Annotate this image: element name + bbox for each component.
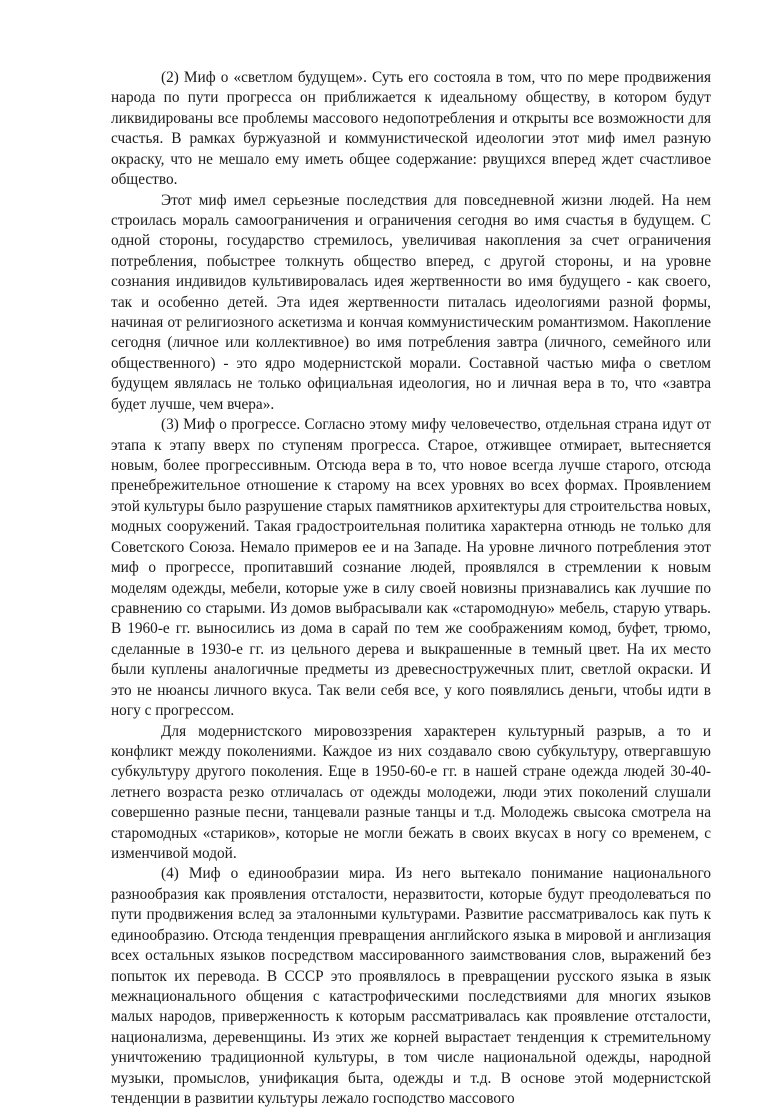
document-page <box>111 68 711 1110</box>
paragraph-consequences: Этот миф имел серьезные последствия для повседневной жизни людей. На нем строилась мораль самоограничения и ограничения сегодня во имя счастья в будущем. С одной стороны, государство стремилось, увеличивая накопления за счет ограничения потребления, побыстрее толкнуть общество вперед, с другой стороны, и на уровне сознания индивидов культивировалась идея жертвенности во имя будущего - как своего, так и особенно детей. Эта идея жертвенности питалась идеологиями разной формы, начиная от религиозного аскетизма и кончая коммунистическим романтизмом. Накопление сегодня (личное или коллективное) во имя потребления завтра (личного, семейного или общественного) - это ядро модернистской морали. Составной частью мифа о светлом будущем являлась не только официальная идеология, но и личная вера в то, что «завтра будет лучше, чем вчера». <box>111 191 711 413</box>
paragraph-myth-progress: (3) Миф о прогрессе. Согласно этому мифу человечество, отдельная страна идут от этапа к этапу вверх по ступеням прогресса. Старое, отживщее отмирает, вытесняется новым, более прогрессивным. Отсюда вера в то, что новое всегда лучше старого, отсюда пренебрежительное отношение к старому на всех уровнях во всех формах. Проявлением этой культуры было разрушение старых памятников архитектуры для строительства новых, модных сооружений. Такая градостроительная политика характерна отнюдь не только для Советского Союза. Немало примеров ее и на Западе. На уровне личного потребления этот миф о прогрессе, пропитавший сознание людей, проявлялся в стремлении к новым моделям одежды, мебели, которые уже в силу своей новизны признавались как лучшие по сравнению со старыми. Из домов выбрасывали как «старомодную» мебель, старую утварь. В 1960-е гг. выносились из дома в сарай по тем же соображениям комод, буфет, трюмо, сделанные в 1930-е гг. из цельного дерева и выкрашенные в темный цвет. На их место были куплены аналогичные предметы из древесностружечных плит, светлой окраски. И это не нюансы личного вкуса. Так вели себя все, у кого появлялись деньги, чтобы идти в ногу с прогрессом. <box>111 416 711 720</box>
paragraph-generations: Для модернистского мировоззрения характерен культурный разрыв, а то и конфликт между поколениями. Каждое из них создавало свою субкультуру, отвергавшую субкультуру другого поколения. Еще в 1950-60-е гг. в нашей стране одежда людей 30-40-летнего возраста резко отличалась от одежды молодежи, люди этих поколений слушали совершенно разные песни, танцевали разные танцы и т.д. Молодежь свысока смотрела на старомодных «стариков», которые не могли бежать в своих вкусах в ногу со временем, с изменчивой модой. <box>111 722 711 863</box>
paragraph-myth-uniformity: (4) Миф о единообразии мира. Из него вытекало понимание национального разнообразия как проявления отсталости, неразвитости, которые будут преодолеваться по пути продвижения вслед за эталонными культурами. Развитие рассматривалось как путь к единообразию. Отсюда тенденция превращения английского языка в мировой и англизация всех остальных языков посредством массированного заимствования слов, выражений без попыток их перевода. В СССР это проявлялось в превращении русского языка в язык межнационального общения с катастрофическими последствиями для многих языков малых народов, приверженность к которым рассматривалась как проявление отсталости, национализма, деревенщины. Из этих же корней вырастает тенденция к стремительному уничтожению традиционной культуры, в том числе национальной одежды, народной музыки, промыслов, унификация быта, одежды и т.д. В основе этой модернистской тенденции в развитии культуры лежало господство массового <box>111 865 711 1108</box>
paragraph-myth-bright-future: (2) Миф о «светлом будущем». Суть его состояла в том, что по мере продвижения народа по пути прогресса он приближается к идеальному обществу, в котором будут ликвидированы все проблемы массового недопотребления и открыты все возможности для счастья. В рамках буржуазной и коммунистической идеологии этот миф имел разную окраску, что не мешало ему иметь общее содержание: рвущихся вперед ждет счастливое общество. <box>111 69 711 189</box>
